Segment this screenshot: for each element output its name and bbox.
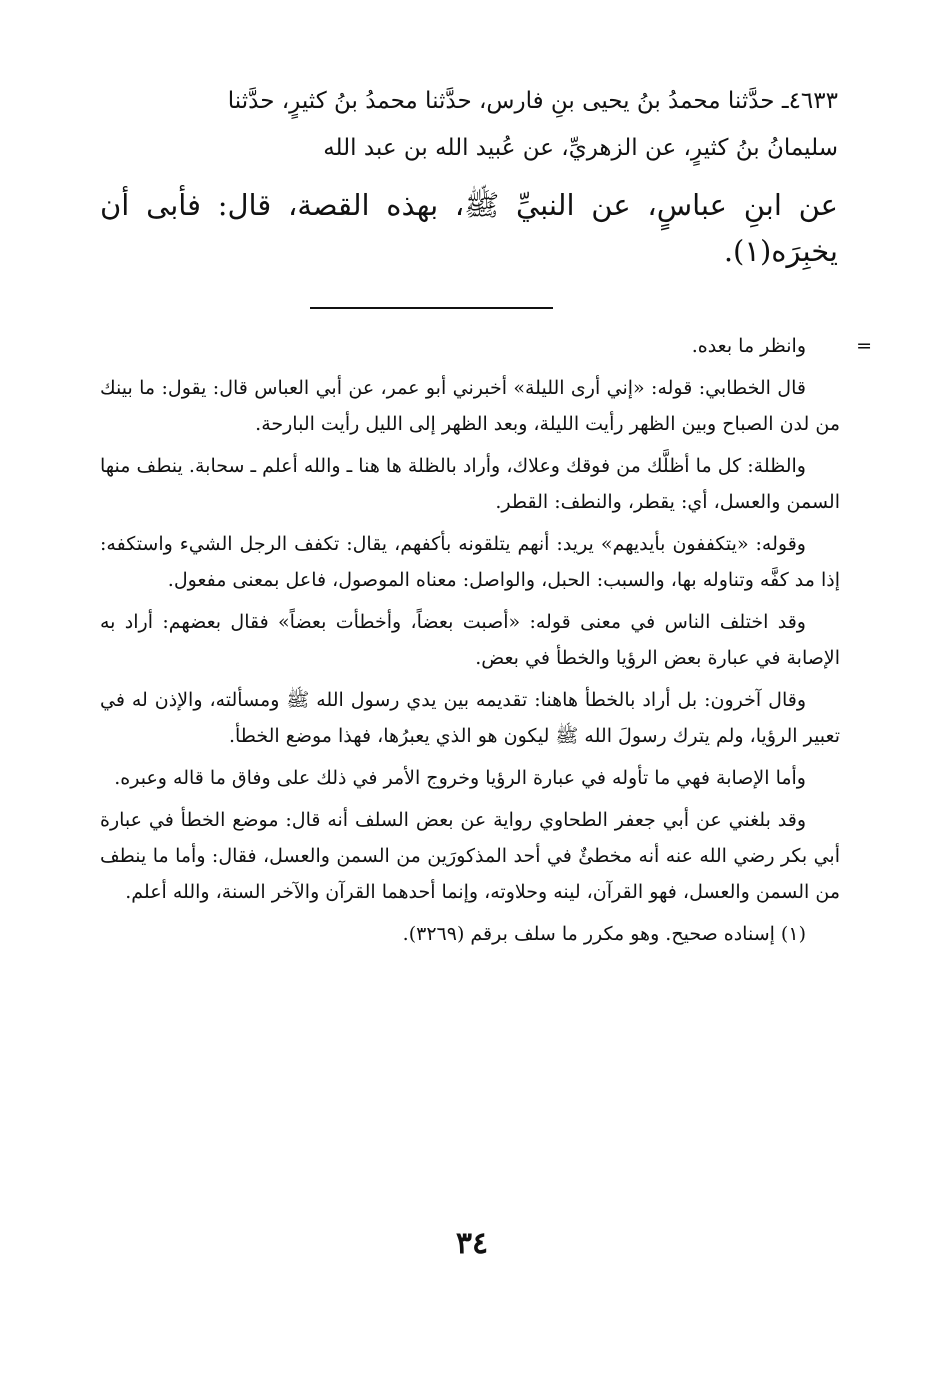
note-paragraph: وقال آخرون: بل أراد بالخطأ هاهنا: تقديمه بين يدي رسول الله ﷺ ومسألته، والإذن له في تعبير الرؤيا، ولم يترك رسولَ الله ﷺ ليكون هو الذي يعبرُها، فهذا موضع الخطأ. xyxy=(100,689,840,747)
footnote-divider xyxy=(310,307,553,309)
hadith-chain-line-2: سليمانُ بنُ كثيرٍ، عن الزهريِّ، عن عُبيد الله بن عبد الله xyxy=(323,135,838,161)
hadith-matn: عن ابنِ عباسٍ، عن النبيِّ ﷺ، بهذه القصة، قال: فأبى أن يخبِرَه(١). xyxy=(100,188,838,268)
continuation-marker: = xyxy=(856,335,872,357)
note-paragraph: قال الخطابي: قوله: «إني أرى الليلة» أخبرني أبو عمر، عن أبي العباس قال: يقول: ما بينك من لدن الصباح وبين الظهر رأيت الليلة، وبعد الظهر إلى الليل رأيت البارحة. xyxy=(100,377,840,435)
note-paragraph: وأما الإصابة فهي ما تأوله في عبارة الرؤيا وخروج الأمر في ذلك على وفاق ما قاله وعبره. xyxy=(114,767,806,789)
hadith-chain xyxy=(100,78,838,172)
footnote-1: (١) إسناده صحيح. وهو مكرر ما سلف برقم (٣٢٦٩). xyxy=(402,923,806,945)
note-paragraph: والظلة: كل ما أظلَّك من فوقك وعلاك، وأراد بالظلة ها هنا ـ والله أعلم ـ سحابة. ينطف منها السمن والعسل، أي: يقطر، والنطف: القطر. xyxy=(100,455,840,513)
main-text-block xyxy=(100,78,838,274)
note-paragraph: وقد بلغني عن أبي جعفر الطحاوي رواية عن بعض السلف أنه قال: موضع الخطأ في عبارة أبي بكر رضي الله عنه أنه مخطئٌ في أحد المذكورَين من السمن والعسل، فقال: وأما ما ينطف من السمن والعسل، فهو القرآن، لينه وحلاوته، وإنما أحدهما القرآن والآخر السنة، والله أعلم. xyxy=(100,809,840,903)
hadith-chain-line-1: ٤٦٣٣ـ حدَّثنا محمدُ بنُ يحيى بنِ فارس، حدَّثنا محمدُ بنُ كثيرٍ، حدَّثنا xyxy=(227,88,838,114)
page-number: ٣٤ xyxy=(455,1226,489,1261)
note-paragraph: وقوله: «يتكففون بأيديهم» يريد: أنهم يتلقونه بأكفهم، يقال: تكفف الرجل الشيء واستكفه: إذا مد كفَّه وتناوله بها، والسبب: الحبل، والواصل: معناه الموصول، فاعل بمعنى مفعول. xyxy=(100,533,840,591)
footnotes xyxy=(100,328,872,958)
note-paragraph: وقد اختلف الناس في معنى قوله: «أصبت بعضاً، وأخطأت بعضاً» فقال بعضهم: أراد به الإصابة في عبارة بعض الرؤيا والخطأ في بعض. xyxy=(100,611,840,669)
note-paragraph: وانظر ما بعده. xyxy=(691,335,806,357)
